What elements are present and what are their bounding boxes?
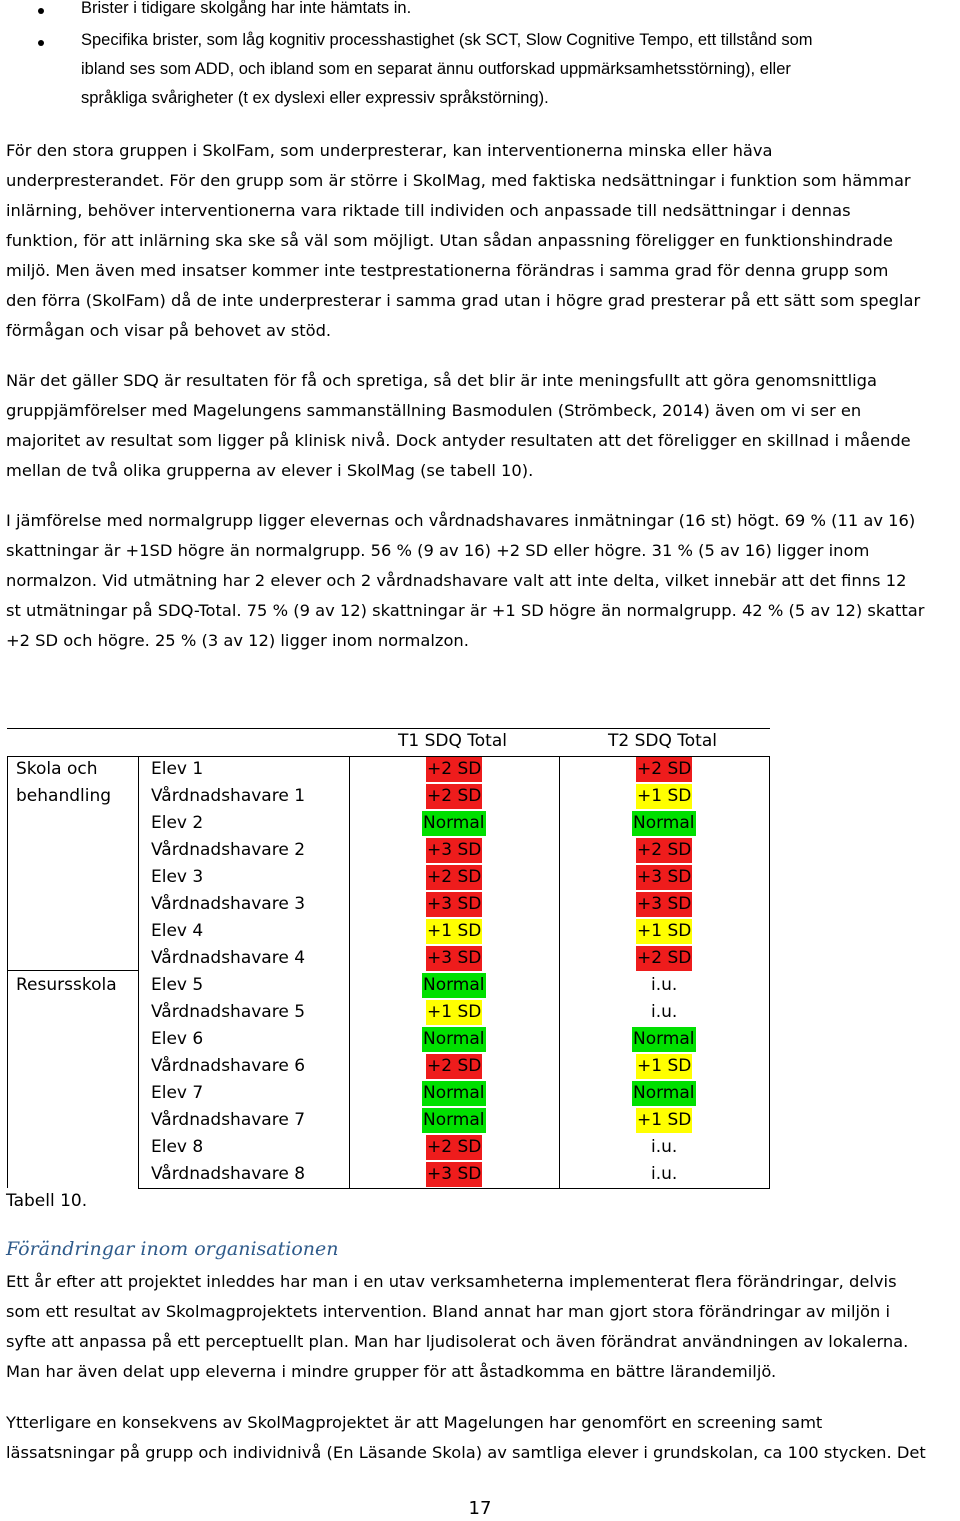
- table-row-name: Elev 3: [151, 867, 204, 887]
- table-column-divider: [769, 756, 770, 1188]
- table-row-name: Vårdnadshavare 7: [151, 1110, 306, 1130]
- table-cell-t1: +2 SD: [426, 757, 482, 782]
- table-cell-t2: +1 SD: [636, 1108, 692, 1133]
- table-row-name: Vårdnadshavare 6: [151, 1056, 306, 1076]
- paragraph-line: Ett år efter att projektet inleddes har man i en utav verksamheterna implementerat flera förändringar, delvis: [6, 1272, 897, 1291]
- table-top-border: [7, 728, 770, 729]
- table-cell-t2: +2 SD: [636, 946, 692, 971]
- table-cell-t2: Normal: [632, 1027, 696, 1052]
- table-row-name: Vårdnadshavare 1: [151, 786, 306, 806]
- paragraph-line: som ett resultat av Skolmagprojektets intervention. Bland annat har man gjort stora förändringar av miljön i: [6, 1302, 890, 1321]
- bullet-text-line: Brister i tidigare skolgång har inte hämtats in.: [81, 0, 412, 17]
- section-heading: Förändringar inom organisationen: [6, 1238, 339, 1260]
- section-paragraph: [6, 1408, 958, 1468]
- paragraph-line: förmågan och visar på behovet av stöd.: [6, 321, 332, 340]
- paragraph-line: st utmätningar på SDQ-Total. 75 % (9 av 12) skattningar är +1 SD högre än normalgrupp. 42 % (5 av 12) skattar: [6, 601, 925, 620]
- paragraph-line: Man har även delat upp eleverna i mindre grupper för att åstadkomma en bättre lärandemiljö.: [6, 1362, 777, 1381]
- column-header-t1: T1 SDQ Total: [398, 731, 507, 751]
- paragraph-line: För den stora gruppen i SkolFam, som underpresterar, kan interventionerna minska eller häva: [6, 141, 773, 160]
- table-cell-t2: Normal: [632, 1081, 696, 1106]
- table-column-divider: [138, 756, 139, 1188]
- table-cell-t1: +1 SD: [426, 919, 482, 944]
- table-row-name: Vårdnadshavare 5: [151, 1002, 306, 1022]
- table-row-border: [138, 1188, 770, 1189]
- table-cell-t2: i.u.: [651, 1164, 678, 1184]
- bullet-dot-icon: [38, 40, 44, 46]
- group-label-skola-och-behandling: behandling: [16, 786, 112, 806]
- table-column-divider: [349, 756, 350, 1188]
- table-cell-t2: i.u.: [651, 975, 678, 995]
- table-row-name: Elev 2: [151, 813, 204, 833]
- table-cell-t2: +1 SD: [636, 919, 692, 944]
- paragraph-line: lässatsningar på grupp och individnivå (En Läsande Skola) av samtliga elever i grundskolan, ca 100 stycken. Det: [6, 1443, 926, 1462]
- table-cell-t2: +2 SD: [636, 757, 692, 782]
- table-cell-t1: +2 SD: [426, 784, 482, 809]
- table-row-name: Elev 4: [151, 921, 204, 941]
- bullet-text-line: språkliga svårigheter (t ex dyslexi eller expressiv språkstörning).: [81, 89, 549, 107]
- table-row-name: Elev 5: [151, 975, 204, 995]
- table-row-name: Elev 1: [151, 759, 204, 779]
- table-cell-t1: +3 SD: [426, 838, 482, 863]
- table-left-border: [7, 756, 8, 1188]
- table-row-name: Vårdnadshavare 2: [151, 840, 306, 860]
- table-column-divider: [559, 756, 560, 1188]
- paragraph-line: majoritet av resultat som ligger på klinisk nivå. Dock antyder resultaten att det föreligger en skillnad i mående: [6, 431, 911, 450]
- table-row-name: Vårdnadshavare 8: [151, 1164, 306, 1184]
- table-cell-t1: Normal: [422, 1027, 486, 1052]
- table-cell-t2: i.u.: [651, 1137, 678, 1157]
- paragraph-line: skattningar är +1SD högre än normalgrupp. 56 % (9 av 16) +2 SD eller högre. 31 % (5 av 16) ligger inom: [6, 541, 870, 560]
- group-label-resursskola: Resursskola: [16, 975, 117, 995]
- paragraph-line: gruppjämförelser med Magelungens sammanställning Basmodulen (Strömbeck, 2014) även om vi ser en: [6, 401, 862, 420]
- paragraph-line: mellan de två olika grupperna av elever i SkolMag (se tabell 10).: [6, 461, 534, 480]
- table-row-border: [7, 970, 139, 971]
- body-paragraph: [6, 136, 958, 346]
- table-cell-t1: Normal: [422, 973, 486, 998]
- table-cell-t2: +1 SD: [636, 784, 692, 809]
- table-cell-t1: +1 SD: [426, 1000, 482, 1025]
- paragraph-line: funktion, för att inlärning ska ske så väl som möjligt. Utan sådan anpassning föreligger en funktionshindrade: [6, 231, 893, 250]
- table-row-name: Elev 8: [151, 1137, 204, 1157]
- table-cell-t2: +1 SD: [636, 1054, 692, 1079]
- column-header-t2: T2 SDQ Total: [608, 731, 717, 751]
- table-cell-t1: +2 SD: [426, 865, 482, 890]
- table-cell-t1: +3 SD: [426, 892, 482, 917]
- paragraph-line: underpresterandet. För den grupp som är större i SkolMag, med faktiska nedsättningar i funktion som hämmar: [6, 171, 911, 190]
- paragraph-line: När det gäller SDQ är resultaten för få och spretiga, så det blir är inte meningsfullt att göra genomsnittliga: [6, 371, 877, 390]
- paragraph-line: syfte att anpassa på ett perceptuellt plan. Man har ljudisolerat och även förändrat användningen av lokalerna.: [6, 1332, 909, 1351]
- paragraph-line: den förra (SkolFam) då de inte underpresterar i samma grad utan i högre grad presterar på ett sätt som speglar: [6, 291, 921, 310]
- paragraph-line: inlärning, behöver interventionerna vara riktade till individen och anpassade till nedsättningar i dennas: [6, 201, 851, 220]
- section-paragraph: [6, 1267, 958, 1387]
- table-cell-t1: +2 SD: [426, 1135, 482, 1160]
- paragraph-line: +2 SD och högre. 25 % (3 av 12) ligger inom normalzon.: [6, 631, 469, 650]
- table-cell-t2: i.u.: [651, 1002, 678, 1022]
- table-cell-t1: Normal: [422, 1081, 486, 1106]
- paragraph-line: I jämförelse med normalgrupp ligger elevernas och vårdnadshavares inmätningar (16 st) högt. 69 % (11 av 16): [6, 511, 916, 530]
- bullet-text-line: ibland ses som ADD, och ibland som en separat ännu outforskad uppmärksamhetsstörning), eller: [81, 60, 791, 78]
- bullet-text-line: Specifika brister, som låg kognitiv processhastighet (sk SCT, Slow Cognitive Tempo, ett tillstånd som: [81, 31, 813, 49]
- table-row-name: Elev 6: [151, 1029, 204, 1049]
- table-cell-t2: +2 SD: [636, 838, 692, 863]
- table-row-name: Vårdnadshavare 3: [151, 894, 306, 914]
- group-label-skola-och-behandling: Skola och: [16, 759, 98, 779]
- table-cell-t2: +3 SD: [636, 892, 692, 917]
- bullet-dot-icon: [38, 8, 44, 14]
- table-cell-t2: +3 SD: [636, 865, 692, 890]
- table-cell-t1: +3 SD: [426, 1162, 482, 1187]
- table-row-name: Elev 7: [151, 1083, 204, 1103]
- table-cell-t1: +3 SD: [426, 946, 482, 971]
- body-paragraph: [6, 506, 958, 656]
- paragraph-line: Ytterligare en konsekvens av SkolMagprojektet är att Magelungen har genomfört en screening samt: [6, 1413, 823, 1432]
- table-cell-t1: Normal: [422, 811, 486, 836]
- page-number: 17: [468, 1498, 492, 1519]
- body-paragraph: [6, 366, 958, 486]
- table-cell-t1: +2 SD: [426, 1054, 482, 1079]
- table-row-name: Vårdnadshavare 4: [151, 948, 306, 968]
- paragraph-line: normalzon. Vid utmätning har 2 elever och 2 vårdnadshavare valt att inte delta, vilket innebär att det finns 12: [6, 571, 907, 590]
- table-cell-t1: Normal: [422, 1108, 486, 1133]
- table-cell-t2: Normal: [632, 811, 696, 836]
- table-caption: Tabell 10.: [6, 1191, 88, 1211]
- paragraph-line: miljö. Men även med insatser kommer inte testprestationerna förändras i samma grad för denna grupp som: [6, 261, 889, 280]
